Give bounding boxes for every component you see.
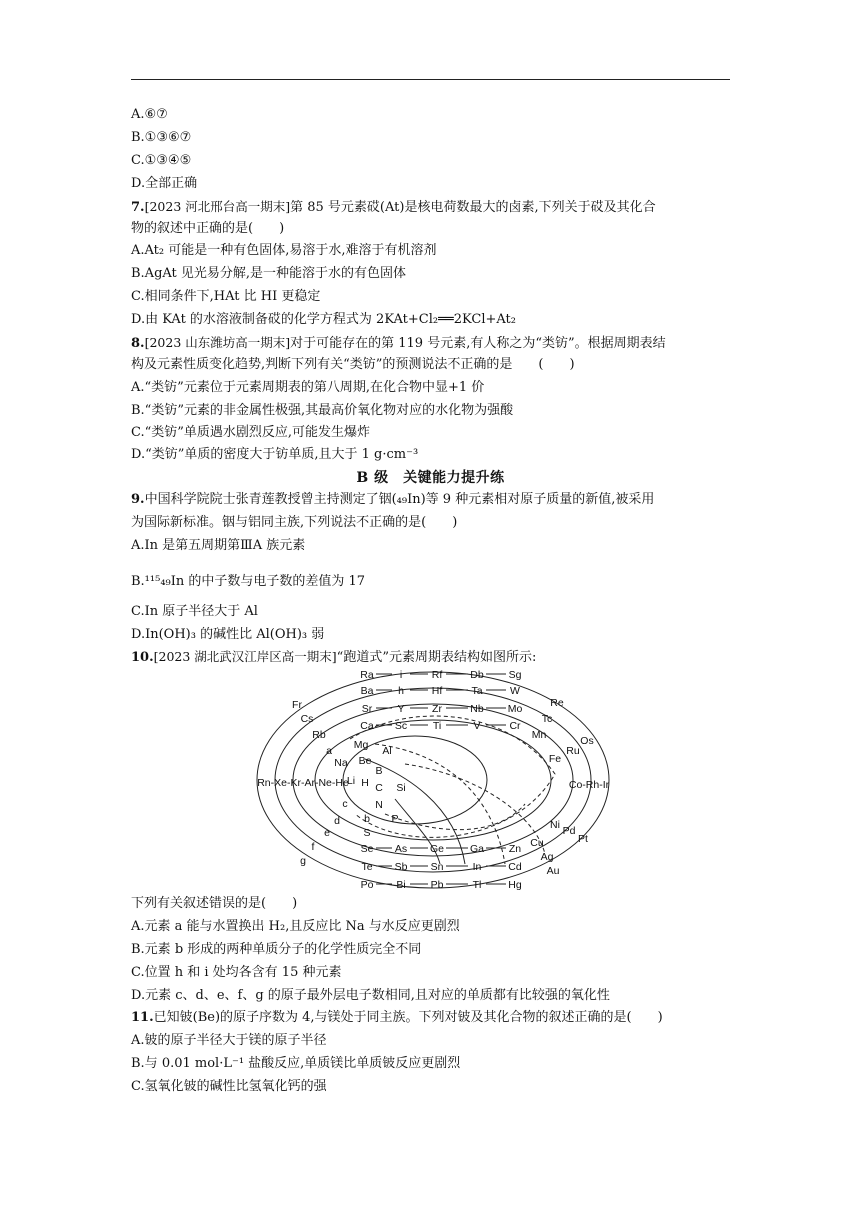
q6-option-a: A.⑥⑦ [131, 107, 168, 122]
element-left-1: Cs [300, 713, 314, 725]
element-r3-4: Mo [507, 703, 523, 715]
element-inner-7: P [391, 813, 399, 825]
element-r2-1: h [398, 685, 404, 697]
element-inner-13: f [311, 841, 315, 853]
element-r6-1: Sb [394, 861, 408, 873]
element-r6-4: Cd [508, 861, 522, 873]
element-right-11: Ag [540, 851, 554, 863]
element-inner-8: b [364, 813, 370, 825]
element-inner-12: e [324, 827, 330, 839]
element-inner-9: S [363, 827, 371, 839]
element-r7-0: Po [360, 879, 374, 891]
element-r7-4: Hg [508, 879, 522, 891]
element-inner-4: C [375, 782, 383, 794]
header-rule [131, 79, 730, 80]
q7-option-b: B.AgAt 见光易分解,是一种能溶于水的有色固体 [131, 266, 407, 281]
element-r3-0: Sr [361, 703, 373, 715]
element-r1-1: i [399, 669, 403, 681]
racetrack-periodic-table-diagram [255, 664, 615, 896]
element-right-1: Tc [541, 713, 553, 725]
q8-source: [2023 山东潍坊高一期末] [144, 335, 291, 350]
q10-option-a: A.元素 a 能与水置换出 H₂,且反应比 Na 与水反应更剧烈 [131, 919, 460, 934]
element-r5-2: Ge [429, 843, 445, 855]
q11-number: 11. [131, 1010, 154, 1025]
q8-option-c: C.“类钫”单质遇水剧烈反应,可能发生爆炸 [131, 425, 371, 440]
q9-option-a: A.In 是第五周期第ⅢA 族元素 [131, 538, 306, 553]
q8-number: 8. [131, 336, 145, 351]
element-right-4: Ru [566, 745, 580, 757]
q9-option-b: B.¹¹⁵₄₉In 的中子数与电子数的差值为 17 [131, 574, 366, 589]
element-r3-3: Nb [470, 703, 484, 715]
q10-option-d: D.元素 c、d、e、f、g 的原子最外层电子数相同,且对应的单质都有比较强的氧化性 [131, 988, 610, 1003]
element-r1-0: Ra [360, 669, 374, 681]
element-inner-0: Mg [353, 739, 369, 751]
element-r2-2: Hf [431, 685, 443, 697]
element-inner-1: Al [382, 745, 392, 757]
q7-stem-line1 [131, 198, 656, 217]
q7-option-d: D.由 KAt 的水溶液制备砹的化学方程式为 2KAt+Cl₂══2KCl+At₂ [131, 312, 516, 327]
element-r2-4: W [510, 685, 520, 697]
q6-option-d: D.全部正确 [131, 176, 198, 191]
q8-option-d: D.“类钫”单质的密度大于钫单质,且大于 1 g·cm⁻³ [131, 447, 419, 462]
element-inner-11: d [334, 815, 340, 827]
element-r4-0: Ca [360, 720, 374, 732]
element-r4-4: Cr [509, 720, 521, 732]
q10-stem-line2: 下列有关叙述错误的是( ) [131, 896, 298, 911]
q6-option-b: B.①③⑥⑦ [131, 130, 192, 145]
element-r1-3: Db [470, 669, 484, 681]
q8-stem: 对于可能存在的第 119 号元素,有人称之为“类钫”。根据周期表结 [290, 336, 666, 351]
element-right-2: Mn [531, 729, 547, 741]
element-r3-1: Y [397, 703, 405, 715]
q11-stem-line [131, 1009, 663, 1027]
element-r5-4: Zn [508, 843, 522, 855]
element-right-12: Au [546, 865, 560, 877]
element-left-3: a [326, 745, 332, 757]
q8-stem-line1 [131, 334, 666, 353]
element-inner-6: N [375, 799, 383, 811]
element-right-10: Cu [530, 837, 544, 849]
q10-source: [2023 湖北武汉江岸区高一期末] [153, 649, 337, 664]
q9-stem: 中国科学院院士张青莲教授曾主持测定了铟(₄₉In)等 9 种元素相对原子质量的新值,被采用 [144, 492, 655, 507]
element-r1-2: Rf [431, 669, 443, 681]
q7-option-c: C.相同条件下,HAt 比 HI 更稳定 [131, 289, 321, 304]
q9-stem-line1 [131, 491, 654, 509]
q6-option-c: C.①③④⑤ [131, 153, 192, 168]
element-right-9: Pt [578, 833, 588, 845]
element-r2-0: Ba [360, 685, 374, 697]
element-r5-1: As [394, 843, 408, 855]
element-left-6: H [361, 777, 369, 789]
element-r7-2: Pb [430, 879, 444, 891]
q10-option-b: B.元素 b 形成的两种单质分子的化学性质完全不同 [131, 942, 422, 957]
element-right-8: Pd [562, 825, 576, 837]
element-r6-2: Sn [430, 861, 444, 873]
q9-option-c: C.In 原子半径大于 Al [131, 604, 258, 619]
element-r6-0: Te [361, 861, 373, 873]
element-inner-3: B [375, 765, 383, 777]
element-right-5: Fe [548, 753, 562, 765]
q7-source: [2023 河北邢台高一期末] [144, 199, 291, 214]
element-left-2: Rb [312, 729, 326, 741]
element-right-6: Co-Rh-Ir [568, 779, 610, 791]
q11-stem: 已知铍(Be)的原子序数为 4,与镁处于同主族。下列对铍及其化合物的叙述正确的是( ) [153, 1010, 663, 1025]
q8-option-a: A.“类钫”元素位于元素周期表的第八周期,在化合物中显+1 价 [131, 380, 485, 395]
element-noble-gases: Rn-Xe-Kr-Ar-Ne-He [257, 777, 349, 789]
q10-number: 10. [131, 650, 154, 665]
element-r4-2: Ti [432, 720, 442, 732]
element-r6-3: In [472, 861, 482, 873]
q7-option-a: A.At₂ 可能是一种有色固体,易溶于水,难溶于有机溶剂 [131, 243, 437, 258]
element-inner-2: Be [358, 755, 372, 767]
element-r4-1: Sc [394, 720, 408, 732]
element-r5-0: Se [360, 843, 374, 855]
element-right-7: Ni [550, 819, 560, 831]
element-right-0: Re [550, 697, 564, 709]
element-inner-10: c [342, 798, 348, 810]
element-inner-14: g [300, 855, 306, 867]
section-title: B 级 关键能力提升练 [356, 470, 505, 486]
q10-option-c: C.位置 h 和 i 处均各含有 15 种元素 [131, 965, 342, 980]
q9-option-d: D.In(OH)₃ 的碱性比 Al(OH)₃ 弱 [131, 627, 325, 642]
q11-option-c: C.氢氧化铍的碱性比氢氧化钙的强 [131, 1079, 327, 1094]
q7-number: 7. [131, 200, 145, 215]
q8-stem-line2: 构及元素性质变化趋势,判断下列有关“类钫”的预测说法不正确的是 ( ) [131, 357, 575, 372]
element-inner-5: Si [396, 782, 406, 794]
q9-number: 9. [131, 492, 145, 507]
element-left-4: Na [334, 757, 348, 769]
element-r7-1: Bi [396, 879, 406, 891]
q7-stem-line2: 物的叙述中正确的是( ) [131, 221, 285, 236]
q10-stem-text: “跑道式”元素周期表结构如图所示: [336, 650, 537, 665]
q11-option-a: A.铍的原子半径大于镁的原子半径 [131, 1033, 327, 1048]
element-right-3: Os [580, 735, 594, 747]
element-r2-3: Ta [471, 685, 483, 697]
q9-stem-line2: 为国际新标准。铟与铝同主族,下列说法不正确的是( ) [131, 515, 458, 530]
q8-option-b: B.“类钫”元素的非金属性极强,其最高价氧化物对应的水化物为强酸 [131, 403, 514, 418]
element-left-5: Li [346, 775, 356, 787]
q11-option-b: B.与 0.01 mol·L⁻¹ 盐酸反应,单质镁比单质铍反应更剧烈 [131, 1056, 461, 1071]
element-r1-4: Sg [508, 669, 522, 681]
element-r4-3: V [473, 720, 481, 732]
element-r3-2: Zr [432, 703, 442, 715]
q7-stem: 第 85 号元素砹(At)是核电荷数最大的卤素,下列关于砹及其化合 [290, 200, 656, 215]
element-left-0: Fr [292, 699, 302, 711]
element-r7-3: Tl [472, 879, 482, 891]
element-r5-3: Ga [469, 843, 485, 855]
